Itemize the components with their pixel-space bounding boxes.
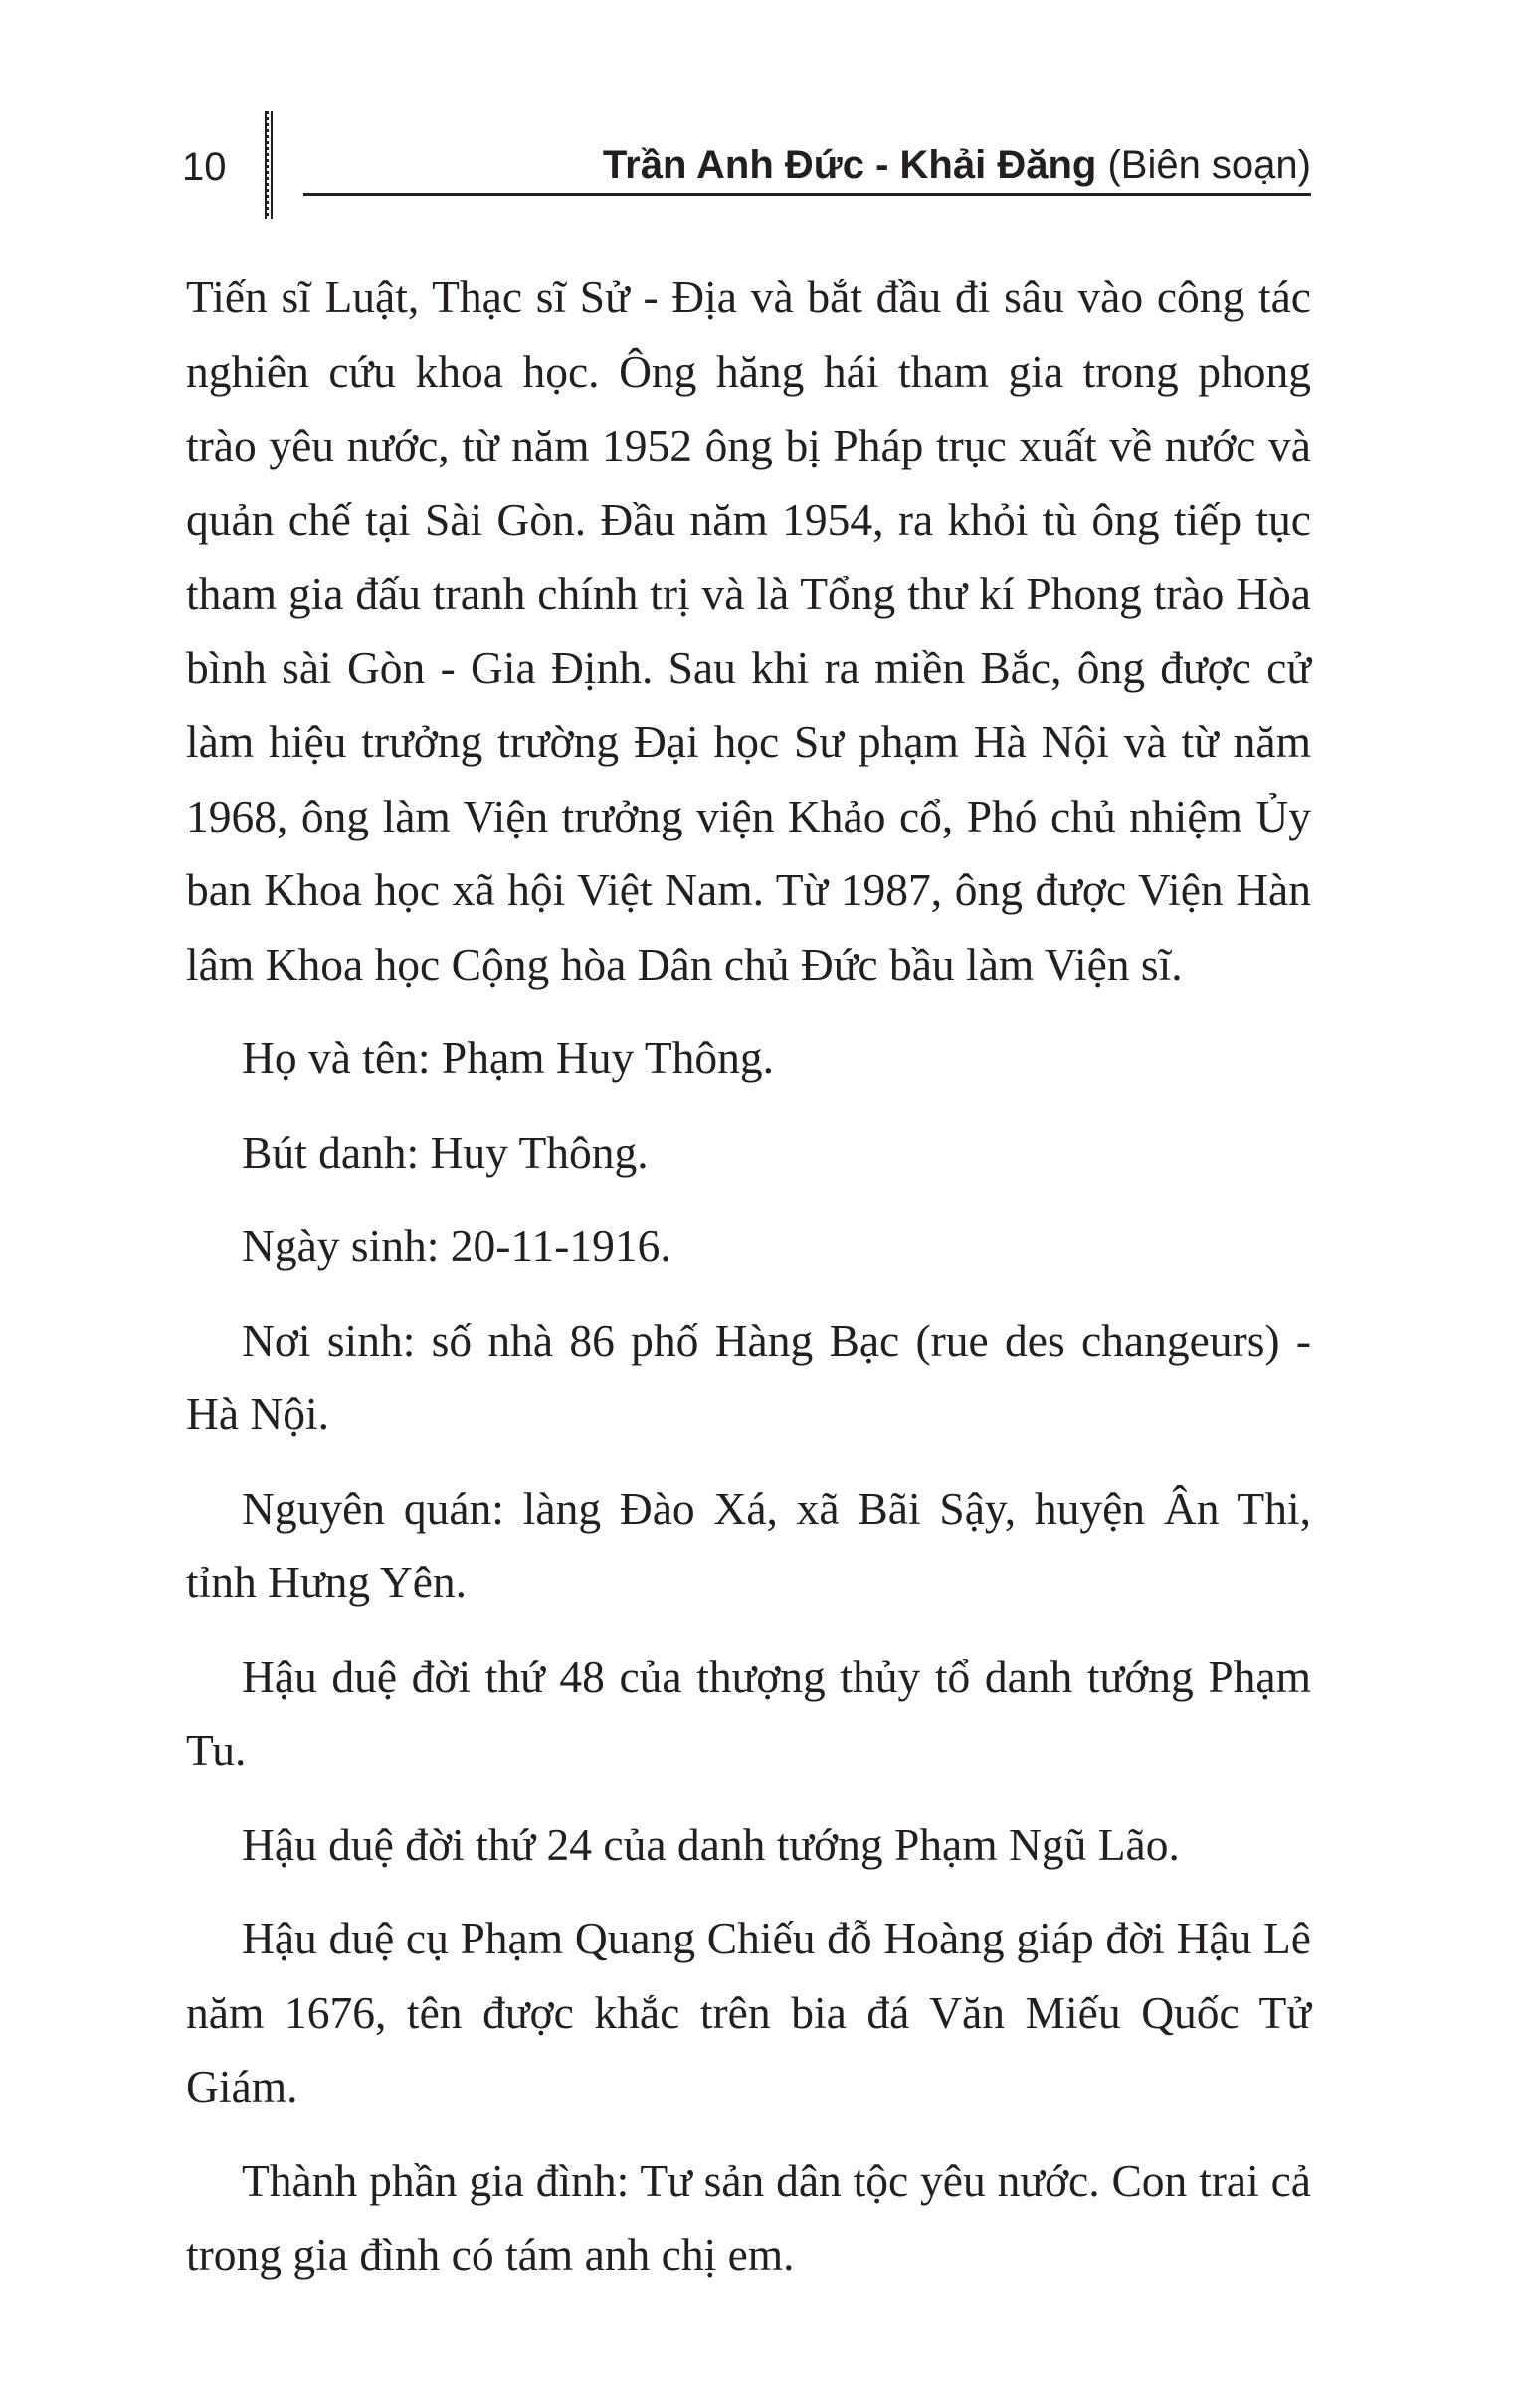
paragraph-lineage-pham-quang-chieu: Hậu duệ cụ Phạm Quang Chiếu đỗ Hoàng giáp đời Hậu Lê năm 1676, tên được khắc trên bia đá Văn Miếu Quốc Tử Giám.: [186, 1913, 1311, 2112]
paragraph-lineage-pham-ngu-lao: Hậu duệ đời thứ 24 của danh tướng Phạm Ngũ Lão.: [242, 1818, 1180, 1870]
header-rule: [303, 193, 1311, 196]
header-ornament: [265, 111, 273, 219]
paragraph-lineage-pham-tu: Hậu duệ đời thứ 48 của thượng thủy tổ danh tướng Phạm Tu.: [186, 1650, 1311, 1775]
paragraph-continuation: Tiến sĩ Luật, Thạc sĩ Sử - Địa và bắt đầu đi sâu vào công tác nghiên cứu khoa học. Ông hăng hái tham gia trong phong trào yêu nước, từ năm 1952 ông bị Pháp trục xuất về nước và quản chế tại Sài Gòn. Đầu năm 1954, ra khỏi tù ông tiếp tục tham gia đấu tranh chính trị và là Tổng thư kí Phong trào Hòa bình sài Gòn - Gia Định. Sau khi ra miền Bắc, ông được cử làm hiệu trưởng trường Đại học Sư phạm Hà Nội và từ năm 1968, ông làm Viện trưởng viện Khảo cổ, Phó chủ nhiệm Ủy ban Khoa học xã hội Việt Nam. Từ 1987, ông được Viện Hàn lâm Khoa học Cộng hòa Dân chủ Đức bầu làm Viện sĩ.: [186, 272, 1311, 990]
paragraph-full-name: Họ và tên: Phạm Huy Thông.: [242, 1032, 775, 1083]
page-body: [186, 261, 1311, 2293]
page-header: [0, 0, 1527, 229]
paragraph-hometown: Nguyên quán: làng Đào Xá, xã Bãi Sậy, huyện Ân Thi, tỉnh Hưng Yên.: [186, 1482, 1311, 1607]
paragraph-birth-place: Nơi sinh: số nhà 86 phố Hàng Bạc (rue des changeurs) - Hà Nội.: [186, 1314, 1311, 1439]
paragraph-family-background: Thành phần gia đình: Tư sản dân tộc yêu nước. Con trai cả trong gia đình có tám anh chị em.: [186, 2154, 1311, 2280]
running-title-authors: Trần Anh Đức - Khải Đăng: [602, 143, 1097, 187]
page-number: 10: [182, 145, 227, 189]
running-title: [603, 135, 1311, 195]
running-title-role: (Biên soạn): [1107, 143, 1311, 187]
paragraph-birth-date: Ngày sinh: 20-11-1916.: [242, 1220, 671, 1271]
paragraph-pen-name: Bút danh: Huy Thông.: [242, 1126, 649, 1178]
